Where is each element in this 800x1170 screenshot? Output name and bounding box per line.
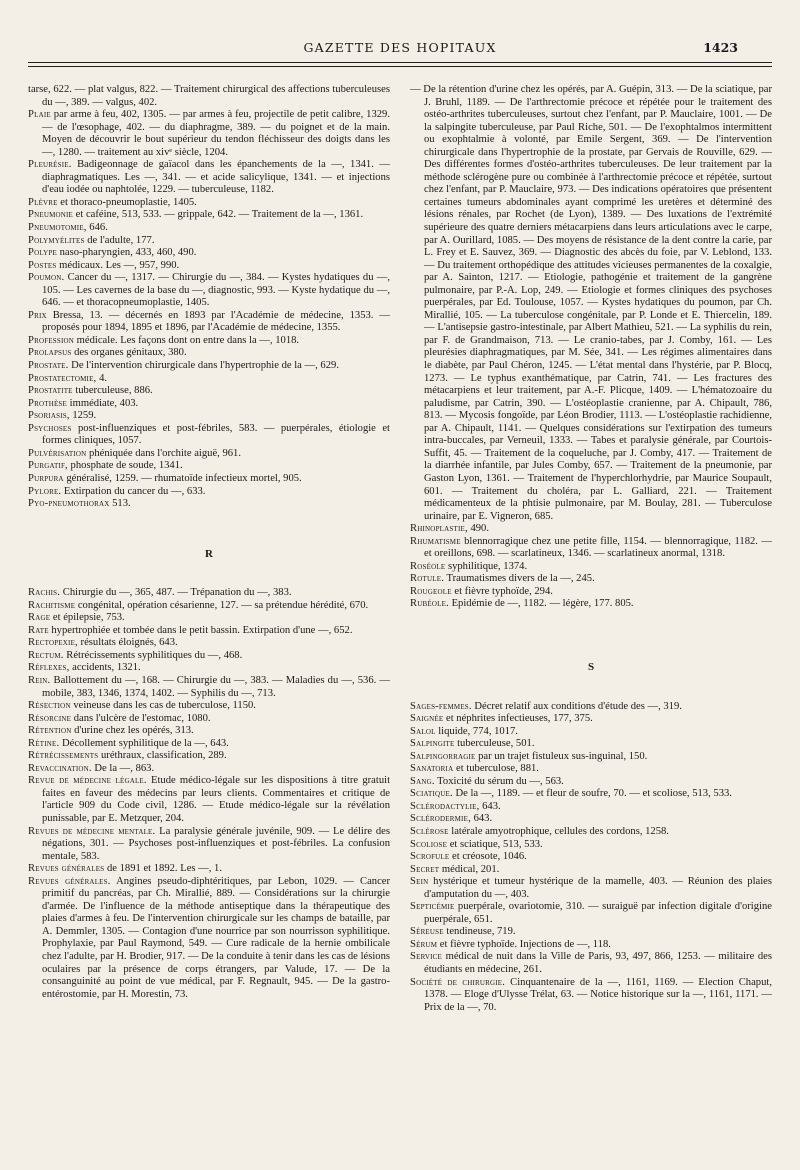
entry-text: de 1891 et 1892. Les —, 1.	[104, 863, 223, 875]
entry-text: de l'adulte, 177.	[84, 234, 155, 246]
index-entry	[28, 498, 390, 511]
index-entry	[410, 826, 772, 839]
entry-text: uréthraux, classification, 289.	[98, 750, 227, 762]
index-entry	[410, 763, 772, 776]
entry-heading: Prostatectomie,	[28, 372, 97, 384]
entry-heading: Sclérodactylie,	[410, 800, 480, 812]
entry-text: syphilitique, 1374.	[445, 560, 528, 572]
index-entry	[410, 523, 772, 536]
index-entry	[28, 385, 390, 398]
index-entry	[28, 775, 390, 825]
index-entry	[410, 788, 772, 801]
entry-heading: Rectum.	[28, 649, 64, 661]
entry-heading: Salpingorragie	[410, 750, 476, 762]
index-entry	[410, 864, 772, 877]
entry-text: congénital, opération césarienne, 127. — sa prétendue hérédité, 670.	[75, 599, 369, 611]
index-entry	[28, 247, 390, 260]
entry-heading: Purgatif,	[28, 460, 68, 472]
entry-heading: Rotule.	[410, 573, 445, 585]
entry-text: La paralysie générale juvénile, 909. — Le délire des négations, 301. — Psychoses post-influenziques et post-fébriles. La confusion mentale, 583.	[42, 825, 390, 862]
entry-heading: Pneumonie	[28, 209, 74, 221]
index-entry	[28, 373, 390, 386]
entry-heading: Résection	[28, 700, 71, 712]
entry-text: immédiate, 403.	[67, 397, 139, 409]
index-entry	[28, 448, 390, 461]
entry-text: Toxicité du sérum du —, 563.	[434, 775, 564, 787]
entry-heading: Scoliose	[410, 838, 448, 850]
index-entry	[410, 573, 772, 586]
entry-text: accidents, 1321.	[69, 662, 141, 674]
entry-text: De la —, 1189. — et fleur de soufre, 70. — et scoliose, 513, 533.	[452, 788, 732, 800]
index-entry	[410, 738, 772, 751]
section-letter-s: S	[587, 660, 595, 673]
entry-heading: Rétrécissements	[28, 750, 99, 762]
entry-heading: Saignée	[410, 713, 444, 725]
entry-heading: Rétine.	[28, 737, 60, 749]
index-entry	[28, 109, 390, 159]
entry-text: 513.	[109, 498, 131, 510]
entry-text: blennorragique chez une petite fille, 1154. — blennorragique, 1182. — et oreillons, 698. — scarlatineux, 1346. — scarlatineux anormal, 1318.	[424, 535, 772, 560]
entry-text: veineuse dans les cas de tuberculose, 1150.	[70, 700, 256, 712]
entry-heading: Sages-femmes.	[410, 700, 472, 712]
entry-text: post-influenziques et post-fébriles, 583. — puerpérales, étiologie et formes cliniques, 1057.	[42, 422, 390, 447]
entry-text: hypertrophiée et tombée dans le petit bassin. Extirpation d'une —, 652.	[48, 624, 353, 636]
entry-text: 490.	[467, 523, 489, 535]
index-entry	[410, 726, 772, 739]
header-rule-thin	[28, 66, 772, 67]
entry-heading: Revaccination.	[28, 762, 92, 774]
entry-heading: Polymyélites	[28, 234, 85, 246]
index-entry	[410, 939, 772, 952]
entry-heading: Rachis.	[28, 587, 61, 599]
entry-text: résultats éloignés, 643.	[77, 637, 178, 649]
index-entry	[410, 561, 772, 574]
index-entry	[28, 700, 390, 713]
index-entry	[28, 587, 390, 600]
entry-text: médical, 201.	[439, 863, 500, 875]
entry-heading: Réflexes,	[28, 662, 70, 674]
entry-heading: Sanatoria	[410, 763, 454, 775]
entry-text: 646.	[86, 222, 108, 234]
entry-heading: Revues générales	[28, 863, 105, 875]
entry-heading: Psoriasis,	[28, 410, 70, 422]
entry-text: latérale amyotrophique, cellules des cordons, 1258.	[448, 825, 669, 837]
entry-heading: Salpingite	[410, 738, 455, 750]
entry-text: et sciatique, 513, 533.	[447, 838, 543, 850]
index-entry	[28, 876, 390, 1001]
entry-heading: Psychoses	[28, 422, 72, 434]
entry-heading: Profession	[28, 334, 75, 346]
entry-text: tarse, 622. — plat valgus, 822. — Traitement chirurgical des affections tuberculeuses du —, 389. — valgus, 402.	[28, 84, 390, 108]
index-entry	[410, 776, 772, 789]
index-entry	[28, 662, 390, 675]
entry-heading: Revues de médecine mentale.	[28, 825, 156, 837]
entry-heading: Pylore.	[28, 485, 62, 497]
index-block-s	[410, 701, 772, 1015]
index-entry	[28, 209, 390, 222]
entry-text: Bressa, 13. — décernés en 1893 par l'Académie de médecine, 1353. — proposés pour 1894, 1895 et 1896, par l'Académie de médecine, 1355.	[42, 309, 390, 334]
entry-text: Extirpation du cancer du —, 633.	[61, 485, 206, 497]
index-entry	[28, 460, 390, 473]
entry-heading: Postes	[28, 259, 57, 271]
index-entry	[410, 536, 772, 561]
entry-heading: Poumon.	[28, 272, 65, 284]
entry-heading: Prostate.	[28, 360, 69, 372]
section-letter-r: R	[205, 547, 213, 560]
entry-text: phosphate de soude, 1341.	[67, 460, 183, 472]
index-entry	[410, 839, 772, 852]
entry-text: 1259.	[69, 410, 97, 422]
entry-text: 643.	[470, 813, 493, 825]
entry-heading: Revues générales.	[28, 875, 111, 887]
entry-text: — De la rétention d'urine chez les opérés, par A. Guépin, 313. — De la sciatique, par J. Bruhl, 1189. — De l'arthrectomie précoce et répétée pour le traitement des ostéo-arthrites tuberculeuses, surtout chez l'enfant, par P. Mauclaire, 1001. — De la salpingite tuberculeuse, par Paul Riche, 501. — De l'exophtalmos intermittent ou exophtalmie à volonté, par Emile Sergent, 369. — De l'intervention chirurgicale dans l'hypertrophie de la prostate, par Gervais de Rouville, 629. — Des différentes formes d'ostéo-arthrites tuberculeuses. De leur traitement par la méthode sclérogène pure ou combinée à l'arthrectomie précoce et répétée, surtout chez l'enfant, par P. Mauclaire, 973. — Des indications opératoires que présentent certaines tumeurs abdominales ayant comprimé les uretères et déterminé des lésions rénales, par Rochet (de Lyon), 1389. — Des luxations de l'extrémité supérieure des quatre derniers métacarpiens dans leurs articulations avec le carpe, par A. Ourillard, 1085. — Des moyens de résistance de la dent contre la carie, par L. Frey et E. Sauvez, 369. — Diagnostic des abcès du foie, par V. Leblond, 133. — Du traitement orthopédique des attitudes vicieuses permanentes de la coxalgie, par A. Sainton, 1217. — Etiologie, pathogénie et traitement de la gangrène pulmonaire, par P.-A. Lop, 249. — Etiologie et formes cliniques des psychoses puerpérales, par Ed. Toulouse, 1057. — Kystes hydatiques du poumon, par Ch. Mirallié, 105. — La tuberculose congénitale, par P. Londe et E. Thiercelin, 189. — L'antisepsie gastro-intestinale, par Albert Mathieu, 521. — La syphilis du rein, par F. de Grandmaison, 713. — Le cranio-tabes, par J. Comby, 161. — Les pleurésies diaphragmatiques, par M. Sée, 341. — Les régimes alimentaires dans le diabète, par Paul Chéron, 1245. — L'état mental dans l'hystérie, par P. Blocq, 1273. — Le typhus exanthématique, par Catrin, 741. — Les fractures des métacarpiens et leur traitement, par A.-F. Plicque, 1409. — L'hématozoaire du paludisme, par Catrin, 390. — L'ostéoplastie cranienne, par A. Chipault, 786, 813. — Mycosis fongoïde, par Léon Brodier, 1113. — L'ostéoplastie rachidienne, par A. Chipault, 1141. — Quelques considérations sur l'extirpation des tumeurs intra-buccales, par Verneuil, 1333. — Tabes et paralysie générale, par Courtois-Suffit, 45. — Traitement de la coqueluche, par J. Comby, 417. — Traitement de la diarrhée infantile, par Jules Comby, 657. — Traitement de la pneumonie, par Gaston Lyon, 1361. — Traitement de l'hyperchlorhydrie, par Maurice Soupault, 601. — Traitement du choléra, par L. Galliard, 221. — Traitement médicamenteux de la phtisie pulmonaire, par M. Boulay, 281. — Tuberculose urinaire, par E. Vigneron, 685.	[410, 84, 772, 522]
entry-heading: Rein.	[28, 674, 51, 686]
header-rule-thick	[28, 62, 772, 63]
index-entry	[28, 410, 390, 423]
entry-heading: Sciatique.	[410, 788, 453, 800]
entry-heading: Sérum	[410, 938, 438, 950]
index-entry	[28, 738, 390, 751]
entry-heading: Revue de médecine légale.	[28, 775, 147, 787]
index-entry	[28, 750, 390, 763]
entry-text: et épilepsie, 753.	[50, 612, 125, 624]
entry-text: et thoraco-pneumoplastie, 1405.	[57, 196, 197, 208]
entry-text: hystérique et tumeur hystérique de la mamelle, 403. — Réunion des plaies d'amputation du —, 403.	[424, 876, 772, 900]
index-block-r-continued	[410, 84, 772, 611]
index-entry	[28, 763, 390, 776]
entry-text: Badigeonnage de gaïacol dans les épanchements de la —, 1341. — diaphragmatiques. Les —, 341. — et acide salicylique, 1341. — et injections d'eau iodée ou naphtolée, 1229. — tuberculeuse, 1182.	[42, 159, 390, 196]
entry-heading: Prothèse	[28, 397, 67, 409]
entry-heading: Service	[410, 951, 443, 963]
entry-heading: Pleurésie.	[28, 159, 72, 171]
entry-heading: Polype	[28, 247, 57, 259]
entry-text: liquide, 774, 1017.	[435, 725, 518, 737]
entry-text: médical de nuit dans la Ville de Paris, 93, 497, 866, 1253. — militaire des étudiants en médecine, 261.	[424, 951, 772, 975]
page-number: 1423	[703, 40, 738, 55]
entry-heading: Septicémie	[410, 901, 455, 913]
entry-text: médicale. Les façons dont on entre dans la —, 1018.	[74, 334, 300, 346]
entry-heading: Plèvre	[28, 196, 58, 208]
entry-heading: Scrofule	[410, 851, 450, 863]
entry-text: Epidémie de —, 1182. — légère, 177. 805.	[448, 598, 634, 610]
entry-text: naso-pharyngien, 433, 460, 490.	[56, 247, 197, 259]
entry-heading: Pyo-pneumothorax	[28, 498, 110, 510]
entry-text: Cancer du —, 1317. — Chirurgie du —, 384. — Kystes hydatiques du —, 105. — Les cavernes de la base du —, diagnostic, 993. — Kyste hydatique du —, 646. — et thoracopneumoplastie, 1405.	[42, 272, 390, 309]
index-entry	[410, 926, 772, 939]
index-entry	[410, 751, 772, 764]
entry-text: tuberculeuse, 501.	[454, 738, 535, 750]
entry-text: tendineuse, 719.	[443, 926, 516, 938]
index-entry	[28, 725, 390, 738]
entry-text: Rétrécissements syphilitiques du —, 468.	[63, 649, 243, 661]
entry-text: des organes génitaux, 380.	[71, 347, 187, 359]
running-header	[0, 40, 800, 60]
entry-heading: Rate	[28, 624, 49, 636]
entry-text: et créosote, 1046.	[449, 851, 527, 863]
index-entry	[410, 977, 772, 1015]
index-entry	[28, 398, 390, 411]
entry-text: et fièvre typhoïde. Injections de —, 118.	[437, 938, 611, 950]
index-entry	[410, 713, 772, 726]
entry-text: Etude médico-légale sur les dispositions à titre gratuit faites en faveur des médecins par leurs clients. Commentaires et critique de l'article 909 du Code civil, 1286. — Etude médico-légale sur la révélation punissable, par E. Metzquer, 204.	[42, 775, 391, 824]
index-entry	[410, 598, 772, 611]
entry-text: médicaux. Les —, 957, 990.	[56, 259, 180, 271]
index-entry	[28, 335, 390, 348]
journal-title: GAZETTE DES HOPITAUX	[303, 40, 497, 55]
entry-text: et fièvre typhoïde, 294.	[451, 585, 553, 597]
index-entry	[28, 260, 390, 273]
entry-heading: Pneumotomie,	[28, 222, 87, 234]
index-block-p	[28, 84, 390, 511]
entry-heading: Rage	[28, 612, 51, 624]
entry-text: généralisé, 1259. — rhumatoïde infectieux mortel, 905.	[63, 472, 302, 484]
index-entry	[410, 701, 772, 714]
index-entry	[410, 801, 772, 814]
entry-heading: Salol	[410, 725, 436, 737]
index-entry	[28, 159, 390, 197]
index-entry	[28, 197, 390, 210]
entry-heading: Purpura	[28, 472, 64, 484]
entry-heading: Rachitisme	[28, 599, 76, 611]
index-entry	[410, 951, 772, 976]
index-entry	[28, 650, 390, 663]
left-column	[28, 84, 390, 1001]
right-column	[410, 84, 772, 1014]
entry-heading: Résorcine	[28, 712, 72, 724]
entry-heading: Rétention	[28, 725, 72, 737]
index-entry	[28, 222, 390, 235]
index-entry	[410, 813, 772, 826]
index-entry	[28, 360, 390, 373]
entry-text: et néphrites infectieuses, 177, 375.	[443, 713, 593, 725]
entry-heading: Roséole	[410, 560, 446, 572]
entry-heading: Plaie	[28, 109, 51, 121]
entry-heading: Secret	[410, 863, 440, 875]
entry-text: et caféine, 513, 533. — grippale, 642. — Traitement de la —, 1361.	[73, 209, 364, 221]
index-entry	[28, 347, 390, 360]
index-entry	[28, 310, 390, 335]
entry-text: De l'intervention chirurgicale dans l'hypertrophie de la —, 629.	[68, 360, 339, 372]
index-entry	[28, 473, 390, 486]
entry-text: Chirurgie du —, 365, 487. — Trépanation du —, 383.	[60, 587, 292, 599]
index-entry	[28, 826, 390, 864]
index-entry	[28, 84, 390, 109]
entry-heading: Prolapsus	[28, 347, 72, 359]
entry-heading: Rectopexie,	[28, 637, 78, 649]
index-entry	[28, 235, 390, 248]
entry-text: Cinquantenaire de la —, 1161, 1169. — Election Chaput, 1378. — Eloge d'Ulysse Trélat, 63. — Notice historique sur la —, 1161, 1171. — Prix de la —, 70.	[424, 976, 772, 1013]
index-entry	[28, 612, 390, 625]
entry-text: par arme à feu, 402, 1305. — par armes à feu, projectile de petit calibre, 1329. — de l'œsophage, 402. — du diaphragme, 389. — du poignet et de la main. Moyen de découvrir le bout supérieur du tendon fléchisseur des doigts dans les —, 1280. — traitement au xivᵉ siècle, 1204.	[42, 109, 390, 158]
entry-text: Décollement syphilitique de la —, 643.	[59, 737, 229, 749]
index-entry	[28, 625, 390, 638]
entry-text: 643.	[479, 800, 501, 812]
index-block-r	[28, 587, 390, 1001]
index-entry	[410, 586, 772, 599]
entry-text: phéniquée dans l'orchite aiguë, 961.	[86, 447, 241, 459]
index-entry	[28, 423, 390, 448]
index-entry	[28, 600, 390, 613]
index-entry	[28, 675, 390, 700]
index-entry	[410, 901, 772, 926]
entry-heading: Séreuse	[410, 926, 444, 938]
entry-heading: Rubéole.	[410, 598, 449, 610]
entry-heading: Prix	[28, 309, 47, 321]
entry-heading: Rhinoplastie,	[410, 523, 468, 535]
entry-heading: Sang.	[410, 775, 435, 787]
index-entry	[410, 876, 772, 901]
index-entry	[28, 637, 390, 650]
entry-text: par un trajet fistuleux sus-inguinal, 150.	[475, 750, 648, 762]
entry-text: tuberculeuse, 886.	[72, 385, 153, 397]
index-entry	[28, 713, 390, 726]
entry-heading: Sein	[410, 876, 429, 888]
entry-heading: Pulvérisation	[28, 447, 87, 459]
entry-heading: Société de chirurgie.	[410, 976, 506, 988]
entry-text: et tuberculose, 881.	[453, 763, 539, 775]
index-entry	[410, 84, 772, 523]
entry-text: dans l'ulcère de l'estomac, 1080.	[71, 712, 211, 724]
entry-heading: Prostatite	[28, 385, 73, 397]
entry-text: Traumatismes divers de la —, 245.	[444, 573, 595, 585]
entry-heading: Sclérodermie,	[410, 813, 471, 825]
entry-heading: Sclérose	[410, 825, 449, 837]
index-entry	[28, 863, 390, 876]
entry-text: De la —, 863.	[91, 762, 155, 774]
entry-heading: Rougeole	[410, 585, 452, 597]
index-entry	[28, 272, 390, 310]
entry-text: 4.	[96, 372, 108, 384]
entry-text: Décret relatif aux conditions d'étude des —, 319.	[471, 700, 682, 712]
entry-text: Angines pseudo-diphtéritiques, par Lebon, 1029. — Cancer primitif du pancréas, par Ch. Mirallié, 889. — Considérations sur la chirurgie d'armée. De l'influence de la méthode antiseptique dans la thérapeutique des plaies d'armes à feu. De l'intervention chirurgicale sur les champs de bataille, par A. Demmler, 1305. — Contagion d'une nourrice par son nourrisson syphilitique. Prophylaxie, par Paul Raymond, 549. — Cure radicale de la hernie ombilicale chez l'adulte, par H. Brodier, 917. — De la conduite à tenir dans les cas de lésions oculaires par la présence de corps étrangers, par Valude, 17. — De la consanguinité au point de vue médical, par F. Regnault, 945. — De la gastro-entérostomie, par H. Morestin, 73.	[42, 875, 391, 1000]
entry-text: Ballottement du —, 168. — Chirurgie du —, 383. — Maladies du —, 536. — mobile, 383, 1346, 1374, 1402. — Syphilis du —, 713.	[42, 674, 390, 699]
index-entry	[410, 851, 772, 864]
entry-heading: Rhumatisme	[410, 535, 461, 547]
entry-text: puerpérale, ovariotomie, 310. — suraiguë par infection digitale d'origine puerpérale, 651.	[424, 901, 772, 925]
entry-text: d'urine chez les opérés, 313.	[71, 725, 194, 737]
index-entry	[28, 486, 390, 499]
